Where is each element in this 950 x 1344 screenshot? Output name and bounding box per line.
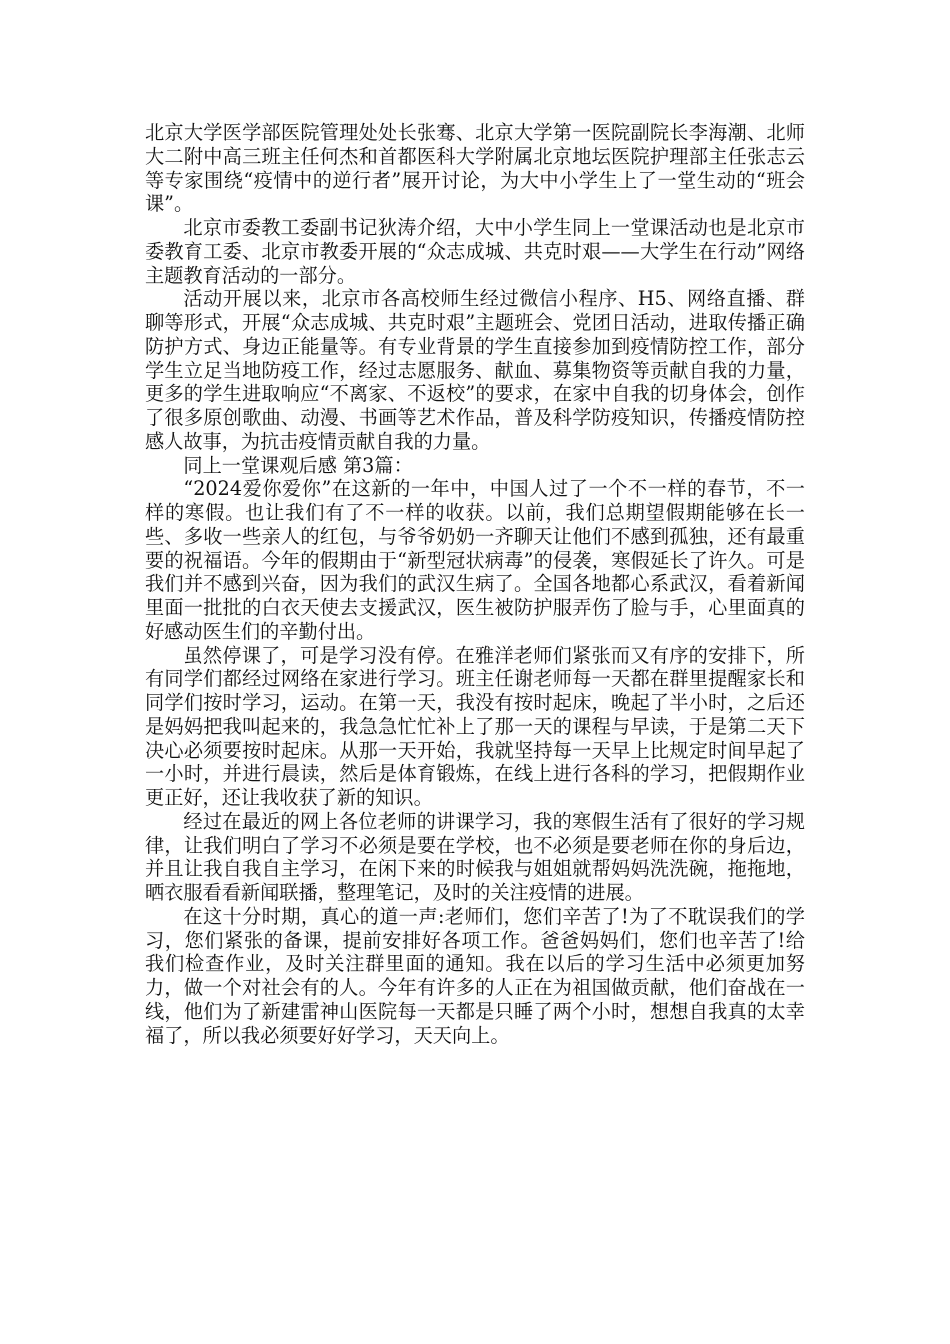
paragraph-lecture-experts: 北京大学医学部医院管理处处长张骞、北京大学第一医院副院长李海潮、北师大二附中高三班主任何杰和首都医科大学附属北京地坛医院护理部主任张志云等专家围绕“疫情中的逆行者”展开讨论，为大中小学生上了一堂生动的“班会课”。 <box>145 121 805 216</box>
section-heading: 同上一堂课观后感 第3篇： <box>183 453 413 477</box>
document-body <box>145 121 805 1047</box>
paragraph-new-year: “2024爱你爱你”在这新的一年中，中国人过了一个不一样的春节，不一样的寒假。也让我们有了不一样的收获。以前，我们总期望假期能够在长一些、多收一些亲人的红包，与爷爷奶奶一齐聊天让他们不感到孤独，还有最重要的祝福语。今年的假期由于“新型冠状病毒”的侵袭，寒假延长了许久。可是我们并不感到兴奋，因为我们的武汉生病了。全国各地都心系武汉，看着新闻里面一批批的白衣天使去支援武汉，医生被防护服弄伤了脸与手，心里面真的好感动医生们的辛勤付出。 <box>145 477 805 643</box>
paragraph-activity-details: 活动开展以来，北京市各高校师生经过微信小程序、H5、网络直播、群聊等形式，开展“众志成城、共克时艰”主题班会、党团日活动，进取传播正确防护方式、身边正能量等。有专业背景的学生直接参加到疫情防控工作，部分学生立足当地防疫工作，经过志愿服务、献血、募集物资等贡献自我的力量，更多的学生进取响应“不离家、不返校”的要求，在家中自我的切身体会，创作了很多原创歌曲、动漫、书画等艺术作品，普及科学防疫知识，传播疫情防控感人故事，为抗击疫情贡献自我的力量。 <box>145 287 805 453</box>
paragraph-gratitude: 在这十分时期，真心的道一声:老师们，您们辛苦了!为了不耽误我们的学习，您们紧张的备课，提前安排好各项工作。爸爸妈妈们，您们也辛苦了!给我们检查作业，及时关注群里面的通知。我在以后的学习生活中必须更加努力，做一个对社会有的人。今年有许多的人正在为祖国做贡献，他们奋战在一线，他们为了新建雷神山医院每一天都是只睡了两个小时，想想自我真的太幸福了，所以我必须要好好学习，天天向上。 <box>145 904 805 1047</box>
paragraph-activity-intro: 北京市委教工委副书记狄涛介绍，大中小学生同上一堂课活动也是北京市委教育工委、北京市教委开展的“众志成城、共克时艰——大学生在行动”网络主题教育活动的一部分。 <box>145 216 805 287</box>
paragraph-study-habits: 经过在最近的网上各位老师的讲课学习，我的寒假生活有了很好的学习规律，让我们明白了学习不必须是要在学校，也不必须是要老师在你的身后边，并且让我自我自主学习，在闲下来的时候我与姐姐就帮妈妈洗洗碗，拖拖地，晒衣服看看新闻联播，整理笔记，及时的关注疫情的进展。 <box>145 809 805 904</box>
paragraph-online-study: 虽然停课了，可是学习没有停。在雅洋老师们紧张而又有序的安排下，所有同学们都经过网络在家进行学习。班主任谢老师每一天都在群里提醒家长和同学们按时学习，运动。在第一天，我没有按时起床，晚起了半小时，之后还是妈妈把我叫起来的，我急急忙忙补上了那一天的课程与早读，于是第二天下决心必须要按时起床。从那一天开始，我就坚持每一天早上比规定时间早起了一小时，并进行晨读，然后是体育锻炼，在线上进行各科的学习，把假期作业更正好，还让我收获了新的知识。 <box>145 643 805 809</box>
